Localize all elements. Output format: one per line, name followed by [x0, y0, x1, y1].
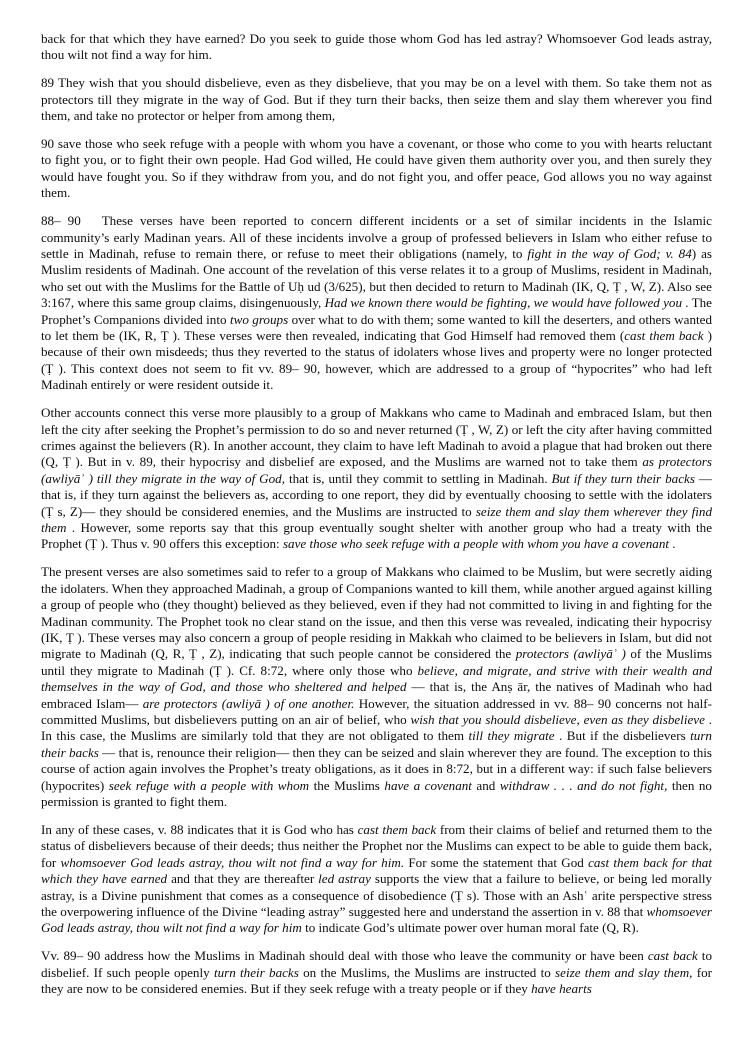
- verse-range-label: 88– 90: [41, 213, 81, 229]
- paragraph-verse-90: 90 save those who seek refuge with a people with whom you have a covenant, or those who come to you with hearts reluctant to fight you, or to fight their own people. Had God willed, He could have given them authority over you, and then surely they would have fought you. So if they withdraw from you, and do not fight you, and offer peace, God allows you no way against them.: [41, 136, 712, 201]
- paragraph-verse-89: 89 They wish that you should disbelieve, even as they disbelieve, that you may be on a level with them. So take them not as protectors till they migrate in the way of God. But if they turn their backs, then seize them and slay them wherever you find them, and take no protector or helper from among them,: [41, 75, 712, 124]
- paragraph-commentary-3: The present verses are also sometimes said to refer to a group of Makkans who claimed to be Muslim, but were secretly aiding the idolaters. When they approached Madinah, a group of Companions wanted to kill them, while another argued against killing a group of people who (they thought) believed as they believed, even if they had not committed to living in and fighting for the Madinan community. The Prophet took no clear stand on the issue, and then this verse was revealed, indicating their hypocrisy (IK, Ṭ ). These verses may also concern a group of people residing in Makkah who claimed to be believers in Islam, but did not migrate to Madinah (Q, R, Ṭ , Z), indicating that such people cannot be considered the protectors (awliyāʾ ) of the Muslims until they migrate to Madinah (Ṭ ). Cf. 8:72, where only those who believe, and migrate, and strive with their wealth and themselves in the way of God, and those who sheltered and helped — that is, the Anṣ ār, the natives of Madinah who had embraced Islam— are protectors (awliyā ) of one another. However, the situation addressed in vv. 88– 90 concerns not half-committed Muslims, but disbelievers putting on an air of belief, who wish that you should disbelieve, even as they disbelieve . In this case, the Muslims are similarly told that they are not obligated to them till they migrate . But if the disbelievers turn their backs — that is, renounce their religion— then they can be seized and slain wherever they are found. The exception to this course of action again involves the Prophet’s treaty obligations, as it does in 8:72, but in a different way: if such false believers (hypocrites) seek refuge with a people with whom the Muslims have a covenant and withdraw . . . and do not fight, then no permission is granted to fight them.: [41, 564, 713, 809]
- paragraph-commentary-2: Other accounts connect this verse more plausibly to a group of Makkans who came to Madinah and embraced Islam, but then left the city after seeking the Prophet’s permission to do so and never returned (Ṭ , W, Z) or left the city after having committed crimes against the believers (R). In another account, they claim to have left Madinah to avoid a plague that had broken out there (Q, Ṭ ). But in v. 89, their hypocrisy and disbelief are exposed, and the Muslims are warned not to take them as protectors (awliyāʾ ) till they migrate in the way of God, that is, until they commit to settling in Madinah. But if they turn their backs — that is, if they turn against the believers as, according to one report, they did by eventually choosing to settle with the idolaters (Ṭ s, Z)— they should be considered enemies, and the Muslims are instructed to seize them and slay them wherever they find them . However, some reports say that this group eventually sought shelter with another group who had a treaty with the Prophet (Ṭ ). Thus v. 90 offers this exception: save those who seek refuge with a people with whom you have a covenant .: [41, 405, 712, 552]
- paragraph-verse-88-tail: back for that which they have earned? Do you seek to guide those whom God has led astray? Whomsoever God leads astray, thou wilt not find a way for him.: [41, 31, 712, 63]
- paragraph-commentary-4: In any of these cases, v. 88 indicates that it is God who has cast them back from their claims of belief and returned them to the status of disbelievers because of their deeds; thus neither the Prophet nor the Muslims can expect to be able to guide them back, for whomsoever God leads astray, thou wilt not find a way for him. For some the statement that God cast them back for that which they have earned and that they are thereafter led astray supports the view that a failure to believe, or being led morally astray, is a Divine punishment that comes as a consequence of disobedience (Ṭ s). Those with an Ashʿ arite perspective stress the overpowering influence of the Divine “leading astray” suggested here and understand the assertion in v. 88 that whomsoever God leads astray, thou wilt not find a way for him to indicate God’s ultimate power over human moral fate (Q, R).: [41, 821, 713, 936]
- verse-number-90: 90: [41, 136, 55, 152]
- paragraph-commentary-5: Vv. 89– 90 address how the Muslims in Madinah should deal with those who leave the community or have been cast back to disbelief. If such people openly turn their backs on the Muslims, the Muslims are instructed to seize them and slay them, for they are now to be considered enemies. But if they seek refuge with a treaty people or if they have hearts: [41, 948, 712, 997]
- paragraph-commentary-1: 88– 90 These verses have been reported to concern different incidents or a set of similar incidents in the Islamic community’s early Madinan years. All of these incidents involve a group of professed believers in Islam who either refuse to settle in Madinah, refuse to remain there, or refuse to meet their obligations (namely, to fight in the way of God; v. 84) as Muslim residents of Madinah. One account of the revelation of this verse relates it to a group of Muslims, resident in Madinah, who set out with the Muslims for the Battle of Uḥ ud (3/625), but then decided to return to Madinah (IK, Q, Ṭ , W, Z). Also see 3:167, where this same group claims, disingenuously, Had we known there would be fighting, we would have followed you . The Prophet’s Companions divided into two groups over what to do with them; some wanted to kill the deserters, and others wanted to let them be (IK, R, Ṭ ). These verses were then revealed, indicating that God Himself had removed them (cast them back ) because of their own misdeeds; thus they reverted to the status of idolaters whose lives and property were no longer protected (Ṭ ). This context does not seem to fit vv. 89– 90, however, which are addressed to a group of “hypocrites” who had left Madinah entirely or were resident outside it.: [41, 213, 713, 393]
- text-column: [41, 31, 712, 997]
- verse-number-89: 89: [41, 75, 55, 91]
